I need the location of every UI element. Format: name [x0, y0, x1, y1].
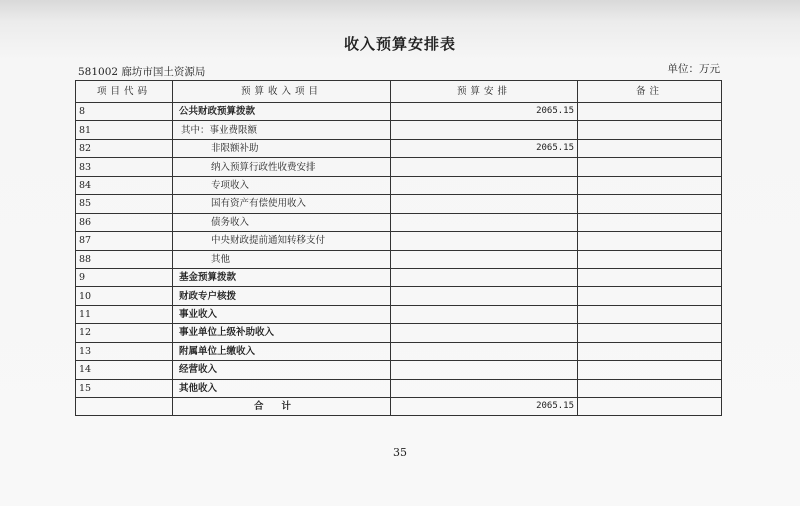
row-code: 11 — [76, 305, 173, 323]
row-amount — [391, 342, 578, 360]
table-row — [76, 250, 722, 268]
page-number: 35 — [393, 446, 407, 459]
row-note — [578, 342, 722, 360]
table-row — [76, 232, 722, 250]
table-row — [76, 158, 722, 176]
row-amount — [391, 250, 578, 268]
unit-label: 单位：万元 — [667, 63, 720, 75]
row-amount — [391, 213, 578, 231]
row-code: 15 — [76, 379, 173, 397]
table-row — [76, 305, 722, 323]
table-row — [76, 379, 722, 397]
row-amount — [391, 361, 578, 379]
total-amount: 2065.15 — [391, 398, 578, 416]
row-amount — [391, 176, 578, 194]
row-amount — [391, 268, 578, 286]
table-row — [76, 103, 722, 121]
row-item: 债务收入 — [173, 213, 391, 231]
row-amount: 2065.15 — [391, 139, 578, 157]
row-note — [578, 324, 722, 342]
table-row — [76, 139, 722, 157]
header-code: 项目代码 — [76, 81, 173, 103]
row-note — [578, 158, 722, 176]
row-amount — [391, 287, 578, 305]
row-note — [578, 232, 722, 250]
budget-table — [75, 80, 722, 416]
row-item: 经营收入 — [173, 361, 391, 379]
row-amount — [391, 158, 578, 176]
total-note — [578, 398, 722, 416]
row-item: 基金预算拨款 — [173, 268, 391, 286]
row-amount — [391, 324, 578, 342]
total-row — [76, 398, 722, 416]
total-code-cell — [76, 398, 173, 416]
row-item: 事业单位上级补助收入 — [173, 324, 391, 342]
row-item: 财政专户核拨 — [173, 287, 391, 305]
row-amount: 2065.15 — [391, 103, 578, 121]
total-label: 合计 — [173, 398, 391, 416]
row-item: 其他收入 — [173, 379, 391, 397]
table-row — [76, 213, 722, 231]
row-note — [578, 176, 722, 194]
unit-code-name: 581002 廊坊市国土资源局 — [78, 66, 206, 78]
row-code: 83 — [76, 158, 173, 176]
row-code: 87 — [76, 232, 173, 250]
row-code: 12 — [76, 324, 173, 342]
row-code: 86 — [76, 213, 173, 231]
table-row — [76, 268, 722, 286]
row-item: 非限额补助 — [173, 139, 391, 157]
row-note — [578, 121, 722, 139]
row-note — [578, 287, 722, 305]
row-code: 84 — [76, 176, 173, 194]
row-item: 国有资产有偿使用收入 — [173, 195, 391, 213]
row-amount — [391, 232, 578, 250]
table-row — [76, 361, 722, 379]
row-item: 专项收入 — [173, 176, 391, 194]
row-note — [578, 250, 722, 268]
row-amount — [391, 305, 578, 323]
row-amount — [391, 121, 578, 139]
table-row — [76, 195, 722, 213]
row-note — [578, 213, 722, 231]
table-header-row — [76, 81, 722, 103]
row-item: 其他 — [173, 250, 391, 268]
table-row — [76, 342, 722, 360]
row-note — [578, 139, 722, 157]
row-note — [578, 103, 722, 121]
row-amount — [391, 195, 578, 213]
row-code: 10 — [76, 287, 173, 305]
row-code: 85 — [76, 195, 173, 213]
header-amount: 预算安排 — [391, 81, 578, 103]
row-code: 81 — [76, 121, 173, 139]
row-item: 事业收入 — [173, 305, 391, 323]
row-note — [578, 268, 722, 286]
row-item: 公共财政预算拨款 — [173, 103, 391, 121]
row-code: 9 — [76, 268, 173, 286]
row-code: 13 — [76, 342, 173, 360]
table-row — [76, 121, 722, 139]
row-note — [578, 379, 722, 397]
row-note — [578, 361, 722, 379]
row-item: 中央财政提前通知转移支付 — [173, 232, 391, 250]
row-item: 其中：事业费限额 — [173, 121, 391, 139]
row-amount — [391, 379, 578, 397]
row-code: 14 — [76, 361, 173, 379]
table-row — [76, 324, 722, 342]
row-item: 纳入预算行政性收费安排 — [173, 158, 391, 176]
header-note: 备注 — [578, 81, 722, 103]
row-code: 82 — [76, 139, 173, 157]
header-item: 预算收入项目 — [173, 81, 391, 103]
page-title: 收入预算安排表 — [343, 35, 456, 53]
table-row — [76, 287, 722, 305]
row-item: 附属单位上缴收入 — [173, 342, 391, 360]
row-note — [578, 305, 722, 323]
table-row — [76, 176, 722, 194]
row-code: 8 — [76, 103, 173, 121]
row-note — [578, 195, 722, 213]
row-code: 88 — [76, 250, 173, 268]
